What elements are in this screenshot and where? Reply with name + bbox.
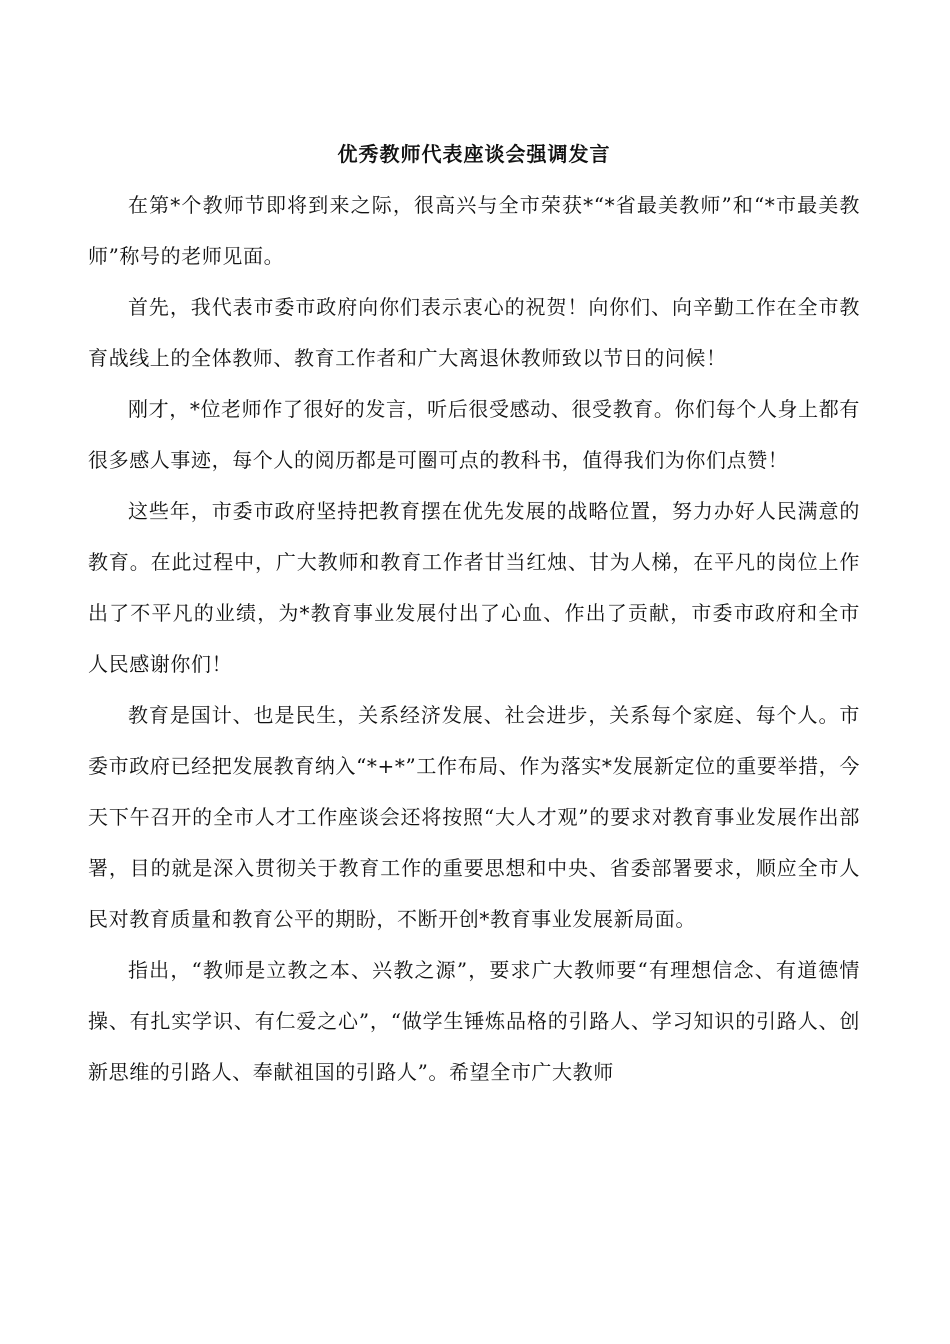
paragraph-5: 教育是国计、也是民生，关系经济发展、社会进步，关系每个家庭、每个人。市委市政府已经把发展教育纳入“*+*”工作布局、作为落实*发展新定位的重要举措，今天下午召开的全市人才工作座谈会还将按照“大人才观”的要求对教育事业发展作出部署，目的就是深入贯彻关于教育工作的重要思想和中央、省委部署要求，顺应全市人民对教育质量和教育公平的期盼，不断开创*教育事业发展新局面。 <box>88 703 860 931</box>
paragraph-2: 首先，我代表市委市政府向你们表示衷心的祝贺！向你们、向辛勤工作在全市教育战线上的全体教师、教育工作者和广大离退休教师致以节日的问候！ <box>88 295 860 370</box>
paragraph-6: 指出，“教师是立教之本、兴教之源”，要求广大教师要“有理想信念、有道德情操、有扎实学识、有仁爱之心”，“做学生锤炼品格的引路人、学习知识的引路人、创新思维的引路人、奉献祖国的引路人”。希望全市广大教师 <box>88 958 860 1084</box>
paragraph-4: 这些年，市委市政府坚持把教育摆在优先发展的战略位置，努力办好人民满意的教育。在此过程中，广大教师和教育工作者甘当红烛、甘为人梯，在平凡的岗位上作出了不平凡的业绩，为*教育事业发展付出了心血、作出了贡献，市委市政府和全市人民感谢你们！ <box>88 499 860 676</box>
document-title: 优秀教师代表座谈会强调发言 <box>337 142 611 166</box>
paragraph-1: 在第*个教师节即将到来之际，很高兴与全市荣获*“*省最美教师”和“*市最美教师”称号的老师见面。 <box>88 193 860 268</box>
document-page <box>88 128 860 1098</box>
paragraph-3: 刚才，*位老师作了很好的发言，听后很受感动、很受教育。你们每个人身上都有很多感人事迹，每个人的阅历都是可圈可点的教科书，值得我们为你们点赞！ <box>88 397 860 472</box>
